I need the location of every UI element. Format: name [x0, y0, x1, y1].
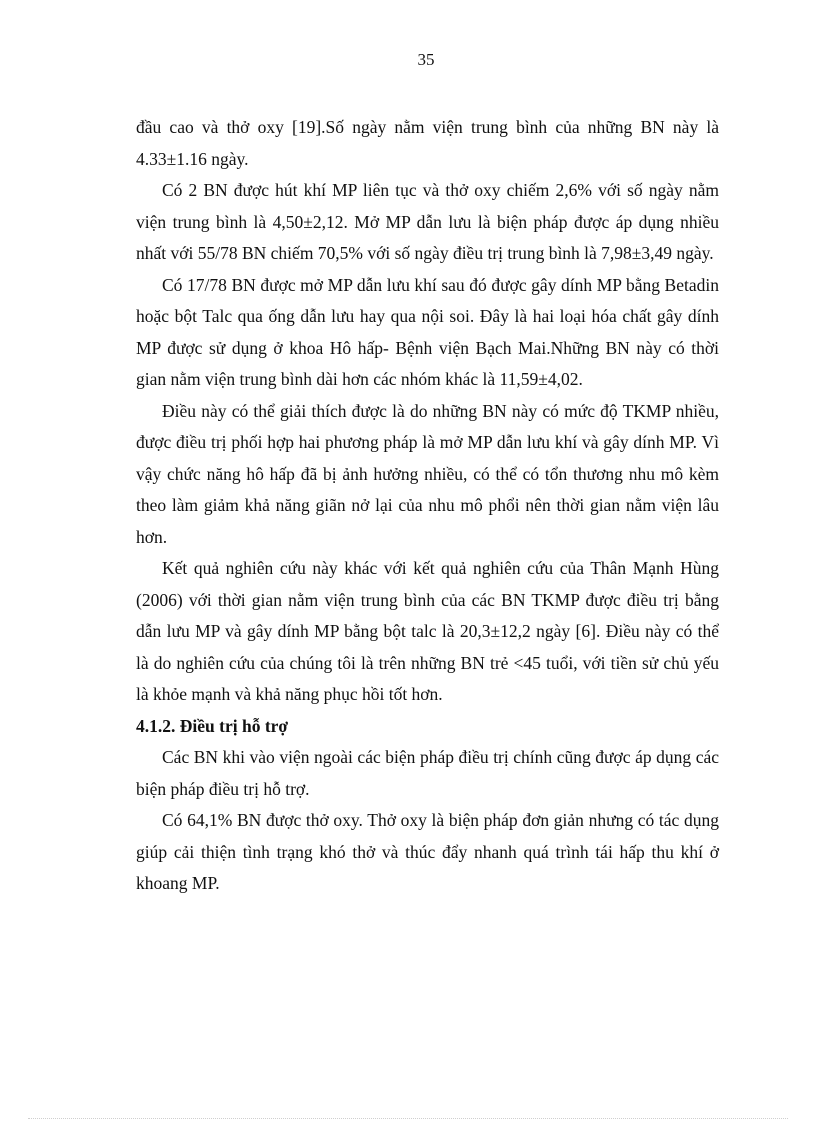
paragraph: Các BN khi vào viện ngoài các biện pháp điều trị chính cũng được áp dụng các biện pháp điều trị hỗ trợ.	[136, 747, 719, 799]
page-number: 35	[417, 50, 435, 69]
document-body	[136, 112, 719, 900]
paragraph: Có 17/78 BN được mở MP dẫn lưu khí sau đó được gây dính MP bằng Betadin hoặc bột Talc qua ống dẫn lưu hay qua nội soi. Đây là hai loại hóa chất gây dính MP được sử dụng ở khoa Hô hấp- Bệnh viện Bạch Mai.Những BN này có thời gian nằm viện trung bình dài hơn các nhóm khác là 11,59±4,02.	[136, 274, 719, 389]
paragraph: Điều này có thể giải thích được là do những BN này có mức độ TKMP nhiều, được điều trị phối hợp hai phương pháp là mở MP dẫn lưu khí và gây dính MP. Vì vậy chức năng hô hấp đã bị ảnh hưởng nhiều, có thể có tổn thương nhu mô kèm theo làm giảm khả năng giãn nở lại của nhu mô phổi nên thời gian nằm viện lâu hơn.	[136, 400, 719, 547]
section-heading: 4.1.2. Điều trị hỗ trợ	[136, 715, 289, 736]
paragraph: Có 64,1% BN được thở oxy. Thở oxy là biện pháp đơn giản nhưng có tác dụng giúp cải thiện tình trạng khó thở và thúc đẩy nhanh quá trình tái hấp thu khí ở khoang MP.	[136, 810, 719, 893]
page-bottom-border	[28, 1118, 788, 1119]
paragraph: Kết quả nghiên cứu này khác với kết quả nghiên cứu của Thân Mạnh Hùng (2006) với thời gian nằm viện trung bình của các BN TKMP được điều trị bằng dẫn lưu MP và gây dính MP bằng bột talc là 20,3±12,2 ngày [6]. Điều này có thể là do nghiên cứu của chúng tôi là trên những BN trẻ <45 tuổi, với tiền sử chủ yếu là khỏe mạnh và khả năng phục hồi tốt hơn.	[136, 558, 719, 704]
paragraph: đầu cao và thở oxy [19].Số ngày nằm viện trung bình của những BN này là 4.33±1.16 ngày.	[136, 117, 719, 169]
paragraph: Có 2 BN được hút khí MP liên tục và thở oxy chiếm 2,6% với số ngày nằm viện trung bình là 4,50±2,12. Mở MP dẫn lưu là biện pháp được áp dụng nhiều nhất với 55/78 BN chiếm 70,5% với số ngày điều trị trung bình là 7,98±3,49 ngày.	[136, 180, 719, 263]
